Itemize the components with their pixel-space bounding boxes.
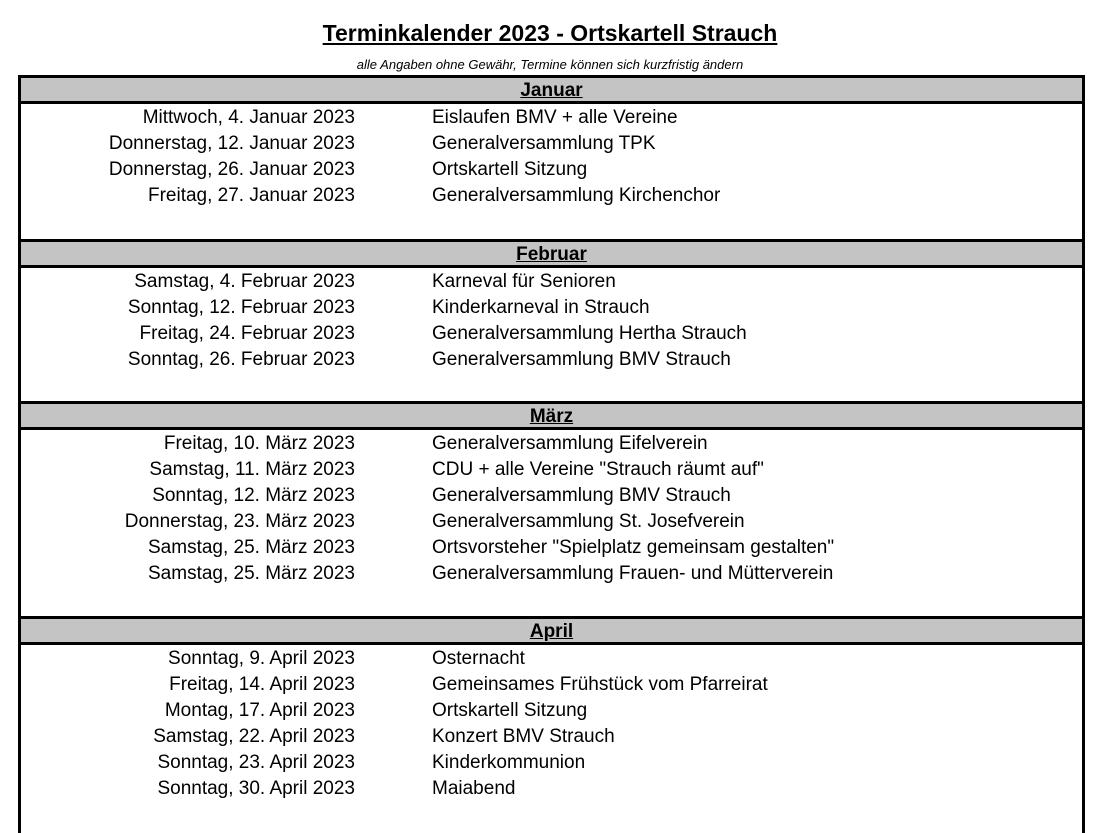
entry-date: Samstag, 22. April 2023 bbox=[153, 726, 355, 747]
entry-date: Samstag, 25. März 2023 bbox=[148, 537, 355, 558]
month-name: Januar bbox=[520, 80, 583, 101]
month-section-april bbox=[21, 619, 1082, 799]
calendar-entry bbox=[21, 776, 1082, 802]
calendar-entry bbox=[21, 724, 1082, 750]
month-section-maerz bbox=[21, 404, 1082, 584]
entry-date: Freitag, 14. April 2023 bbox=[169, 674, 355, 695]
month-header bbox=[21, 78, 1082, 104]
entry-event: CDU + alle Vereine "Strauch räumt auf" bbox=[432, 459, 764, 480]
entry-event: Gemeinsames Frühstück vom Pfarreirat bbox=[432, 674, 768, 695]
entry-date: Freitag, 10. März 2023 bbox=[163, 433, 355, 454]
month-header bbox=[21, 404, 1082, 430]
calendar-entry bbox=[21, 457, 1082, 483]
entry-date: Freitag, 24. Februar 2023 bbox=[139, 323, 355, 344]
calendar-entry bbox=[21, 672, 1082, 698]
calendar-entry bbox=[21, 509, 1082, 535]
entry-event: Konzert BMV Strauch bbox=[432, 726, 615, 747]
entry-event: Maiabend bbox=[432, 778, 516, 799]
entry-date: Sonntag, 12. März 2023 bbox=[152, 485, 355, 506]
entry-event: Generalversammlung BMV Strauch bbox=[432, 485, 731, 506]
calendar-entry bbox=[21, 295, 1082, 321]
entry-date: Sonntag, 23. April 2023 bbox=[157, 752, 355, 773]
entry-event: Generalversammlung Kirchenchor bbox=[432, 185, 721, 206]
calendar-entry bbox=[21, 483, 1082, 509]
calendar-entry bbox=[21, 131, 1082, 157]
calendar-table bbox=[18, 75, 1085, 833]
calendar-entry bbox=[21, 646, 1082, 672]
month-name: Februar bbox=[516, 244, 587, 265]
calendar-entry bbox=[21, 105, 1082, 131]
entry-date: Samstag, 4. Februar 2023 bbox=[134, 271, 355, 292]
entry-event: Ortskartell Sitzung bbox=[432, 159, 588, 180]
entry-event: Generalversammlung Hertha Strauch bbox=[432, 323, 747, 344]
page-subtitle: alle Angaben ohne Gewähr, Termine können sich kurzfristig ändern bbox=[356, 57, 744, 72]
calendar-entry bbox=[21, 750, 1082, 776]
month-header bbox=[21, 619, 1082, 645]
entry-event: Ortskartell Sitzung bbox=[432, 700, 588, 721]
entry-date: Donnerstag, 23. März 2023 bbox=[124, 511, 355, 532]
calendar-entry bbox=[21, 269, 1082, 295]
calendar-entry bbox=[21, 157, 1082, 183]
entry-event: Kinderkommunion bbox=[432, 752, 586, 773]
entry-event: Kinderkarneval in Strauch bbox=[432, 297, 650, 318]
calendar-entry bbox=[21, 183, 1082, 209]
entry-event: Eislaufen BMV + alle Vereine bbox=[432, 107, 678, 128]
entry-event: Generalversammlung Eifelverein bbox=[432, 433, 708, 454]
month-name: April bbox=[529, 621, 574, 642]
calendar-entry bbox=[21, 561, 1082, 587]
entry-date: Mittwoch, 4. Januar 2023 bbox=[142, 107, 355, 128]
calendar-entry bbox=[21, 347, 1082, 373]
calendar-entry bbox=[21, 431, 1082, 457]
entry-date: Freitag, 27. Januar 2023 bbox=[147, 185, 355, 206]
entry-date: Donnerstag, 26. Januar 2023 bbox=[108, 159, 355, 180]
page-title: Terminkalender 2023 - Ortskartell Strauch bbox=[322, 20, 778, 46]
entry-event: Generalversammlung St. Josefverein bbox=[432, 511, 745, 532]
entry-event: Ortsvorsteher "Spielplatz gemeinsam gestalten" bbox=[432, 537, 835, 558]
entry-event: Karneval für Senioren bbox=[432, 271, 616, 292]
entry-date: Sonntag, 30. April 2023 bbox=[157, 778, 355, 799]
calendar-entry bbox=[21, 321, 1082, 347]
calendar-entry bbox=[21, 698, 1082, 724]
calendar-entry bbox=[21, 535, 1082, 561]
entry-date: Sonntag, 9. April 2023 bbox=[168, 648, 355, 669]
month-section-februar bbox=[21, 242, 1082, 370]
entry-date: Samstag, 25. März 2023 bbox=[148, 563, 355, 584]
entry-date: Samstag, 11. März 2023 bbox=[149, 459, 355, 480]
entry-event: Generalversammlung Frauen- und Mütterverein bbox=[432, 563, 834, 584]
month-name: März bbox=[529, 406, 574, 427]
entry-date: Montag, 17. April 2023 bbox=[164, 700, 355, 721]
entry-event: Osternacht bbox=[432, 648, 525, 669]
month-header bbox=[21, 242, 1082, 268]
month-section-januar bbox=[21, 78, 1082, 206]
entry-date: Donnerstag, 12. Januar 2023 bbox=[108, 133, 355, 154]
entry-date: Sonntag, 26. Februar 2023 bbox=[127, 349, 355, 370]
entry-date: Sonntag, 12. Februar 2023 bbox=[127, 297, 355, 318]
entry-event: Generalversammlung BMV Strauch bbox=[432, 349, 731, 370]
entry-event: Generalversammlung TPK bbox=[432, 133, 656, 154]
